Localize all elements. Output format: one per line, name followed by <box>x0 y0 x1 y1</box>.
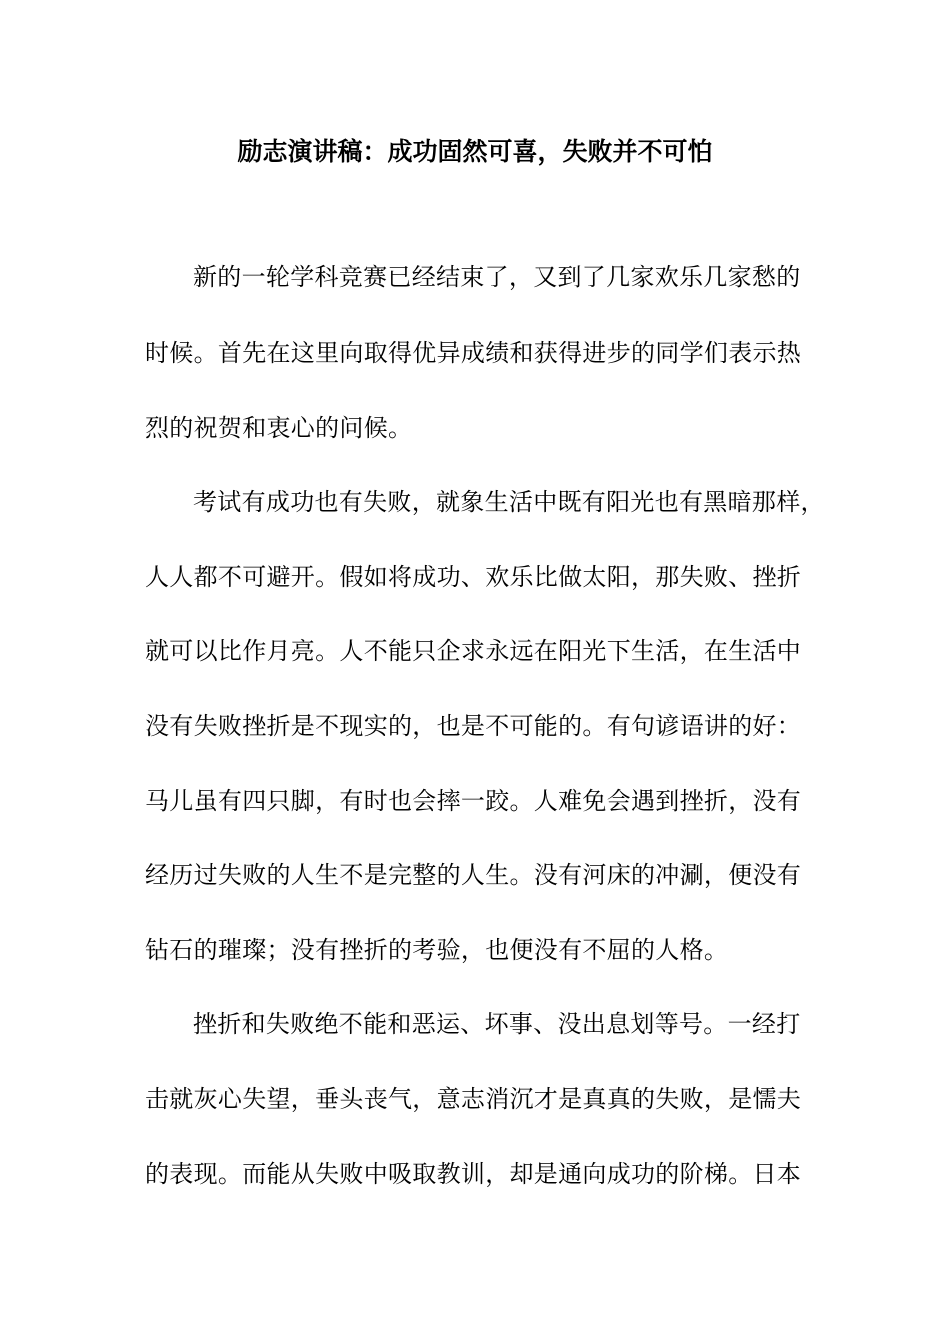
paragraph-2-line-5: 马儿虽有四只脚，有时也会摔一跤。人难免会遇到挫折，没有 <box>145 787 802 815</box>
paragraph-1-line-3: 烈的祝贺和衷心的问候。 <box>145 414 413 442</box>
paragraph-1-line-2: 时候。首先在这里向取得优异成绩和获得进步的同学们表示热 <box>145 339 802 367</box>
paragraph-2-line-7: 钻石的璀璨；没有挫折的考验，也便没有不屈的人格。 <box>145 936 729 964</box>
paragraph-2-line-3: 就可以比作月亮。人不能只企求永远在阳光下生活，在生活中 <box>145 637 802 665</box>
document-title: 励志演讲稿：成功固然可喜，失败并不可怕 <box>237 137 713 166</box>
paragraph-3-line-1: 挫折和失败绝不能和恶运、坏事、没出息划等号。一经打 <box>193 1010 801 1038</box>
paragraph-2-line-1: 考试有成功也有失败，就象生活中既有阳光也有黑暗那样， <box>193 488 825 516</box>
paragraph-2-line-6: 经历过失败的人生不是完整的人生。没有河床的冲涮，便没有 <box>145 861 802 889</box>
paragraph-1-line-1: 新的一轮学科竞赛已经结束了，又到了几家欢乐几家愁的 <box>193 263 801 291</box>
paragraph-2-line-2: 人人都不可避开。假如将成功、欢乐比做太阳，那失败、挫折 <box>145 563 802 591</box>
paragraph-2-line-4: 没有失败挫折是不现实的，也是不可能的。有句谚语讲的好： <box>145 712 802 740</box>
paragraph-3-line-3: 的表现。而能从失败中吸取教训，却是通向成功的阶梯。日本 <box>145 1160 802 1188</box>
paragraph-3-line-2: 击就灰心失望，垂头丧气，意志消沉才是真真的失败，是懦夫 <box>145 1085 802 1113</box>
